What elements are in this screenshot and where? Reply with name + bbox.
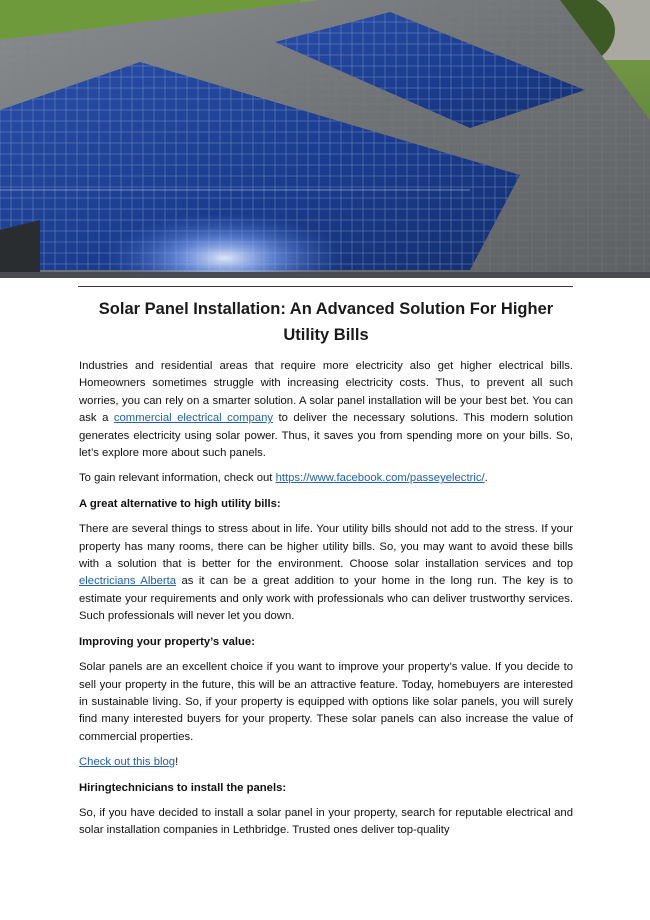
section2-paragraph: Solar panels are an excellent choice if you want to improve your property’s value. If you decide to sell your property in the future, this will be an attractive feature. Today, homebuyers are interested in sustainable living. So, if your property is equipped with options like solar panels, you will surely find many interested buyers for your property. These solar panels can also increase the value of commercial properties. xyxy=(79,661,573,743)
intro-paragraph xyxy=(79,358,573,462)
title-rule xyxy=(78,286,573,287)
section2-heading: Improving your property’s value: xyxy=(79,635,255,648)
section1-paragraph xyxy=(79,521,573,625)
blog-paragraph xyxy=(79,754,573,771)
section1-text-2: as it can be a great addition to your home in the long run. The key is to estimate your requirements and only work with professionals who can deliver trustworthy services. Such professionals will never let you down. xyxy=(79,575,573,623)
section1-text-1: There are several things to stress about in life. Your utility bills should not add to the stress. If your property has many rooms, there can be higher utility bills. So, you may want to avoid these bills with a solution that is better for the environment. Choose solar installation services and top xyxy=(79,523,573,571)
facebook-paragraph xyxy=(79,470,573,487)
intro-text-1: Industries and residential areas that require more electricity also get higher electrical bills. Homeowners sometimes struggle with increasing electricity costs. Thus, to prevent all such worries, you can rely on a smarter solution. A solar panel installation will be your best bet. You can ask a xyxy=(79,360,573,425)
facebook-suffix: . xyxy=(484,472,488,485)
article xyxy=(79,296,573,848)
section1-heading: A great alternative to high utility bills: xyxy=(79,497,281,510)
section3-paragraph: So, if you have decided to install a solar panel in your property, search for reputable electrical and solar installation companies in Lethbridge. Trusted ones deliver top-quality xyxy=(79,806,573,837)
blog-suffix: ! xyxy=(175,756,179,769)
electricians-alberta-link[interactable]: electricians Alberta xyxy=(79,575,177,588)
solar-roof-illustration xyxy=(0,0,650,278)
hero-image xyxy=(0,0,650,278)
facebook-link[interactable]: https://www.facebook.com/passeyelectric/ xyxy=(275,472,485,485)
article-title: Solar Panel Installation: An Advanced Solution For Higher Utility Bills xyxy=(98,300,554,344)
facebook-text: To gain relevant information, check out xyxy=(79,472,276,485)
intro-text-2: to deliver the necessary solutions. This modern solution generates electricity using solar power. Thus, it saves you from spending more on your bills. So, let’s explore more about such panels. xyxy=(79,412,573,460)
blog-link[interactable]: Check out this blog xyxy=(79,756,176,769)
commercial-electrical-link[interactable]: commercial electrical company xyxy=(113,412,274,425)
section3-heading: Hiringtechnicians to install the panels: xyxy=(79,781,287,794)
